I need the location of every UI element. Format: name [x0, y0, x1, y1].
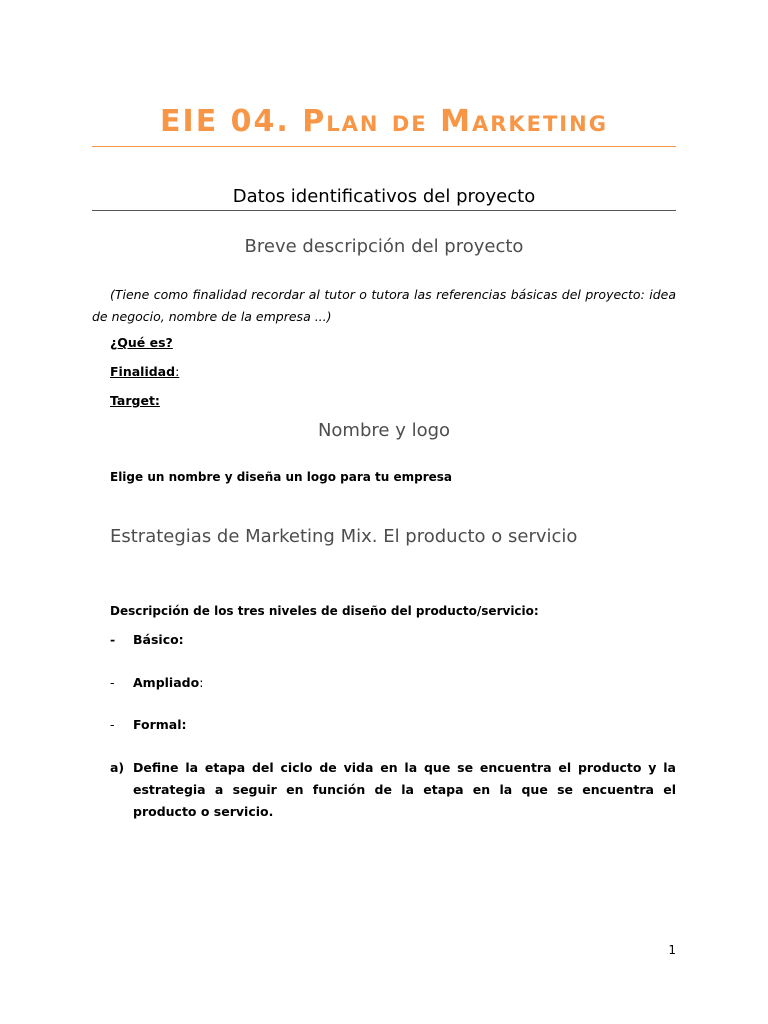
page-number: 1 [668, 943, 676, 957]
bullet-label-text: Básico: [133, 632, 184, 647]
bullet-label [133, 717, 187, 732]
bullet-dash: - [110, 632, 116, 647]
section-heading-estrategias: Estrategias de Marketing Mix. El producto o servicio [110, 526, 578, 547]
bullet-label-suffix: : [199, 675, 204, 690]
section-heading-datos: Datos identificativos del proyecto [232, 186, 536, 207]
intro-paragraph: (Tiene como finalidad recordar al tutor o tutora las referencias básicas del proyecto: idea de negocio, nombre de la empresa ...) [92, 287, 676, 324]
nombre-instruction: Elige un nombre y diseña un logo para tu empresa [110, 470, 453, 484]
section-heading-nombre: Nombre y logo [317, 420, 451, 441]
niveles-heading: Descripción de los tres niveles de diseño del producto/servicio: [110, 604, 539, 618]
bullet-label-text: Formal: [133, 717, 187, 732]
title-underline [92, 146, 676, 147]
section-divider [92, 210, 676, 211]
list-marker: a) [110, 760, 125, 775]
section-heading-breve: Breve descripción del proyecto [244, 236, 524, 257]
bullet-dash: - [110, 675, 115, 690]
label-target: Target: [110, 393, 160, 408]
bullet-label-text: Ampliado [133, 675, 200, 690]
label-finalidad [110, 364, 179, 379]
bullet-dash: - [110, 717, 115, 732]
label-que-es: ¿Qué es? [110, 335, 173, 350]
label-finalidad-text: Finalidad [110, 364, 176, 379]
list-item-a [110, 757, 676, 823]
bullet-label [133, 675, 203, 690]
bullet-label [133, 632, 184, 647]
document-title: EIE 04. Plan de Marketing [160, 104, 608, 139]
list-item-text: Define la etapa del ciclo de vida en la que se encuentra el producto y la estrategia a seguir en función de la etapa en la que se encuentra el producto o servicio. [133, 760, 676, 819]
label-finalidad-colon: : [175, 364, 180, 379]
